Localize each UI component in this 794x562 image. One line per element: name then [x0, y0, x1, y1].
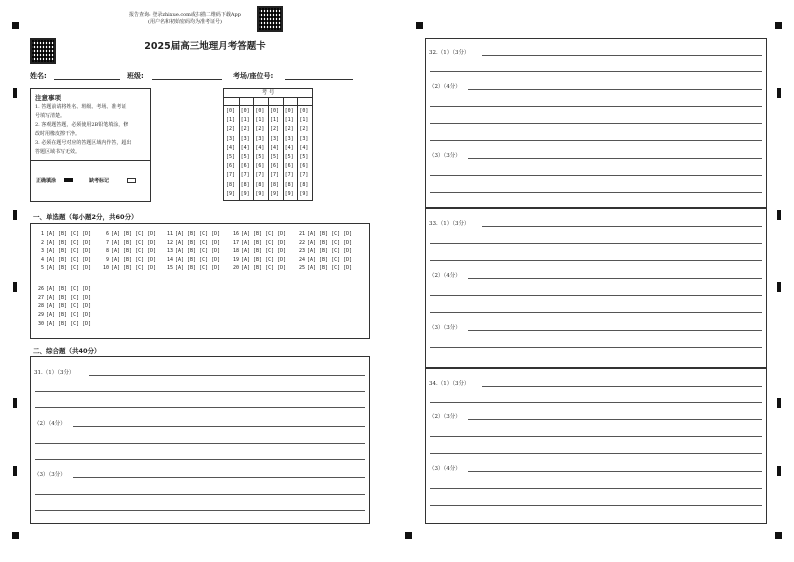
- question-number: 12: [166, 239, 173, 246]
- question-number: 15: [166, 265, 173, 271]
- exam-number-bubble[interactable]: [8]: [226, 181, 236, 188]
- choice-bubbles[interactable]: [A] [B] [C] [D]: [46, 248, 92, 254]
- timing-mark: [777, 466, 781, 476]
- exam-number-bubble[interactable]: [2]: [299, 126, 309, 133]
- class-field[interactable]: [152, 79, 222, 80]
- choice-bubbles[interactable]: [A] [B] [C] [D]: [307, 248, 353, 254]
- corner-mark: [775, 22, 782, 29]
- answer-line[interactable]: [482, 386, 762, 387]
- question-number: 4: [40, 256, 44, 263]
- timing-mark: [777, 210, 781, 220]
- exam-number-label: 考 号: [224, 89, 312, 98]
- choice-question-row[interactable]: [165, 257, 220, 263]
- choice-question-row[interactable]: [165, 231, 220, 237]
- question-number: 2: [40, 239, 44, 246]
- question-number: 20: [232, 265, 239, 271]
- question-number: 10: [102, 265, 109, 271]
- timing-mark: [13, 210, 17, 220]
- choice-question-row[interactable]: [36, 240, 91, 246]
- answer-line[interactable]: [430, 312, 762, 313]
- exam-number-bubble[interactable]: [0]: [270, 108, 280, 114]
- exam-number-bubble[interactable]: [1]: [240, 117, 250, 124]
- choice-bubbles[interactable]: [A] [B] [C] [D]: [241, 239, 287, 246]
- choice-question-row[interactable]: [101, 240, 156, 246]
- q34-part2-label: （2）（3分）: [429, 414, 461, 420]
- choice-question-row[interactable]: [231, 257, 286, 263]
- q33-part2-label: （2）（4分）: [429, 273, 461, 279]
- name-field[interactable]: [54, 79, 120, 80]
- exam-number-bubble[interactable]: [0]: [240, 108, 250, 114]
- class-label: 班级:: [127, 72, 144, 80]
- answer-line[interactable]: [430, 453, 762, 454]
- answer-line[interactable]: [430, 260, 762, 261]
- answer-line[interactable]: [430, 488, 762, 489]
- exam-number-bubble[interactable]: [3]: [299, 135, 309, 142]
- exam-number-bubble[interactable]: [6]: [226, 163, 236, 170]
- exam-number-bubble[interactable]: [9]: [299, 190, 309, 197]
- question-number: 14: [166, 256, 173, 263]
- answer-line[interactable]: [430, 295, 762, 296]
- section1-title: 一、单选题（每小题2分，共60分）: [33, 213, 138, 221]
- name-label: 姓名:: [30, 72, 47, 80]
- answer-line[interactable]: [430, 243, 762, 244]
- question-number: 19: [232, 256, 239, 263]
- seat-field[interactable]: [285, 79, 353, 80]
- exam-number-bubble[interactable]: [9]: [270, 190, 280, 197]
- answer-line[interactable]: [35, 494, 365, 495]
- choice-bubbles[interactable]: [A] [B] [C] [D]: [111, 239, 157, 246]
- choice-bubbles[interactable]: [A] [B] [C] [D]: [46, 294, 92, 301]
- timing-mark: [13, 466, 17, 476]
- answer-line[interactable]: [430, 192, 762, 193]
- question-number: 21: [298, 231, 305, 237]
- corner-mark: [775, 532, 782, 539]
- choice-bubbles[interactable]: [A] [B] [C] [D]: [175, 231, 221, 237]
- answer-line[interactable]: [430, 505, 762, 506]
- exam-number-bubble[interactable]: [6]: [240, 163, 250, 170]
- exam-number-bubble[interactable]: [0]: [255, 108, 265, 114]
- notice-box: [30, 88, 151, 202]
- choice-bubbles[interactable]: [A] [B] [C] [D]: [46, 265, 92, 271]
- answer-line[interactable]: [430, 175, 762, 176]
- choice-question-row[interactable]: [36, 321, 91, 327]
- choice-bubbles[interactable]: [A] [B] [C] [D]: [241, 256, 287, 263]
- exam-number-bubble[interactable]: [0]: [284, 108, 294, 114]
- exam-number-bubble[interactable]: [3]: [255, 135, 265, 142]
- answer-line[interactable]: [468, 471, 762, 472]
- answer-line[interactable]: [35, 443, 365, 444]
- answer-line[interactable]: [468, 330, 762, 331]
- notice-text: 1. 答题前请将姓名、班级、考场、准考证 号填写清楚。 2. 客观题答题，必须使用2B铅笔填涂，修 改时用橡皮擦干净。 3. 必须在题号对应的答题区域内作答，超出 答题区域书写无效。: [35, 104, 132, 155]
- choice-question-row[interactable]: [101, 231, 156, 237]
- section2-title: 二、综合题（共40分）: [33, 347, 101, 355]
- q31-part1-label: 31.（1）（3分）: [34, 370, 75, 376]
- exam-number-bubble[interactable]: [4]: [240, 144, 250, 151]
- choice-question-row[interactable]: [36, 248, 91, 254]
- timing-mark: [777, 282, 781, 292]
- choice-bubbles[interactable]: [A] [B] [C] [D]: [111, 231, 157, 237]
- sheet-qr-code-icon: [30, 38, 56, 64]
- exam-number-bubble[interactable]: [7]: [255, 172, 265, 179]
- exam-number-bubble[interactable]: [0]: [226, 108, 236, 114]
- choice-question-row[interactable]: [165, 248, 220, 254]
- choice-bubbles[interactable]: [A] [B] [C] [D]: [46, 256, 92, 263]
- exam-number-bubble[interactable]: [9]: [255, 190, 265, 197]
- q32-answer-area: [425, 38, 767, 208]
- exam-number-bubble[interactable]: [7]: [284, 172, 294, 179]
- q31-answer-area: [30, 356, 370, 524]
- exam-number-bubble[interactable]: [6]: [255, 163, 265, 170]
- choice-question-row[interactable]: [101, 257, 156, 263]
- answer-line[interactable]: [430, 140, 762, 141]
- question-number: 13: [166, 248, 173, 254]
- choice-question-row[interactable]: [36, 312, 91, 318]
- question-number: 11: [166, 231, 173, 237]
- missing-mark-label: 缺考标记: [89, 178, 110, 184]
- answer-line[interactable]: [430, 123, 762, 124]
- question-number: 24: [298, 256, 305, 263]
- question-number: 22: [298, 239, 305, 246]
- exam-number-bubble[interactable]: [4]: [299, 144, 309, 151]
- notice-divider: [31, 160, 150, 161]
- exam-number-bubble[interactable]: [3]: [270, 135, 280, 142]
- question-number: 16: [232, 231, 239, 237]
- exam-number-bubble[interactable]: [1]: [226, 117, 236, 124]
- exam-number-column-divider: [297, 98, 298, 201]
- choice-bubbles[interactable]: [A] [B] [C] [D]: [307, 256, 353, 263]
- question-number: 25: [298, 265, 305, 271]
- exam-number-column-divider: [283, 98, 284, 201]
- exam-number-bubble[interactable]: [5]: [226, 154, 236, 160]
- q32-part3-label: （3）（3分）: [429, 153, 461, 159]
- question-number: 18: [232, 248, 239, 254]
- choice-bubbles[interactable]: [A] [B] [C] [D]: [175, 248, 221, 254]
- exam-number-bubble[interactable]: [3]: [226, 135, 236, 142]
- choice-question-row[interactable]: [36, 231, 91, 237]
- app-qr-code-icon[interactable]: [257, 6, 283, 32]
- question-number: 23: [298, 248, 305, 254]
- exam-number-bubble[interactable]: [7]: [240, 172, 250, 179]
- answer-line[interactable]: [89, 375, 365, 376]
- q34-part3-label: （3）（4分）: [429, 466, 461, 472]
- answer-line[interactable]: [73, 477, 365, 478]
- question-number: 28: [37, 303, 44, 310]
- choice-question-row[interactable]: [297, 248, 352, 254]
- question-number: 26: [37, 286, 44, 292]
- exam-number-bubble[interactable]: [5]: [299, 154, 309, 160]
- choice-question-row[interactable]: [36, 295, 91, 301]
- choice-question-row[interactable]: [36, 303, 91, 309]
- answer-line[interactable]: [35, 510, 365, 511]
- choice-question-row[interactable]: [36, 265, 91, 271]
- question-number: 29: [37, 312, 44, 319]
- exam-number-bubble[interactable]: [5]: [284, 154, 294, 160]
- choice-bubbles[interactable]: [A] [B] [C] [D]: [175, 256, 221, 263]
- choice-question-row[interactable]: [231, 248, 286, 254]
- exam-number-bubble[interactable]: [2]: [270, 126, 280, 133]
- choice-bubbles[interactable]: [A] [B] [C] [D]: [111, 248, 157, 254]
- exam-number-bubble[interactable]: [7]: [299, 172, 309, 179]
- q33-answer-area: [425, 208, 767, 368]
- question-number: 8: [105, 248, 109, 254]
- exam-number-bubble[interactable]: [2]: [226, 126, 236, 133]
- notice-title: 注意事项: [35, 94, 61, 102]
- q34-answer-area: [425, 368, 767, 524]
- choice-bubbles[interactable]: [A] [B] [C] [D]: [46, 231, 92, 237]
- choice-bubbles[interactable]: [A] [B] [C] [D]: [111, 256, 157, 263]
- choice-answer-area: [30, 223, 370, 339]
- exam-number-bubble[interactable]: [8]: [240, 181, 250, 188]
- exam-number-bubble[interactable]: [1]: [270, 117, 280, 124]
- exam-number-bubble[interactable]: [8]: [270, 181, 280, 188]
- q33-part3-label: （3）（3分）: [429, 325, 461, 331]
- exam-number-bubble[interactable]: [6]: [299, 163, 309, 170]
- choice-bubbles[interactable]: [A] [B] [C] [D]: [46, 239, 92, 246]
- exam-number-bubble[interactable]: [5]: [270, 154, 280, 160]
- page-title: 2025届高三地理月考答题卡: [144, 41, 266, 52]
- exam-number-bubble[interactable]: [8]: [299, 181, 309, 188]
- choice-bubbles[interactable]: [A] [B] [C] [D]: [175, 265, 221, 271]
- report-query-line: 报告查询: 登录zhixue.com或扫描二维码下载App: [129, 12, 241, 18]
- choice-bubbles[interactable]: [A] [B] [C] [D]: [307, 239, 353, 246]
- exam-number-bubble[interactable]: [4]: [270, 144, 280, 151]
- timing-mark: [13, 398, 17, 408]
- question-number: 3: [40, 248, 44, 254]
- choice-bubbles[interactable]: [A] [B] [C] [D]: [241, 231, 287, 237]
- question-number: 7: [105, 239, 109, 246]
- choice-bubbles[interactable]: [A] [B] [C] [D]: [241, 265, 287, 271]
- answer-line[interactable]: [482, 226, 762, 227]
- corner-mark: [405, 532, 412, 539]
- exam-number-bubble[interactable]: [9]: [240, 190, 250, 197]
- answer-line[interactable]: [468, 419, 762, 420]
- answer-line[interactable]: [430, 71, 762, 72]
- report-credential-line: (用户名和初始密码均为准考证号): [148, 19, 222, 25]
- choice-bubbles[interactable]: [A] [B] [C] [D]: [46, 320, 92, 327]
- choice-question-row[interactable]: [101, 248, 156, 254]
- choice-bubbles[interactable]: [A] [B] [C] [D]: [46, 303, 92, 310]
- choice-question-row[interactable]: [165, 240, 220, 246]
- exam-number-bubble[interactable]: [2]: [284, 126, 294, 133]
- question-number: 17: [232, 239, 239, 246]
- filled-bubble-icon: [64, 178, 73, 182]
- choice-bubbles[interactable]: [A] [B] [C] [D]: [111, 265, 157, 271]
- exam-number-bubble[interactable]: [3]: [240, 135, 250, 142]
- exam-number-bubble[interactable]: [6]: [284, 163, 294, 170]
- exam-number-bubble[interactable]: [7]: [270, 172, 280, 179]
- choice-question-row[interactable]: [101, 265, 156, 271]
- question-number: 9: [105, 256, 109, 263]
- answer-line[interactable]: [35, 459, 365, 460]
- choice-bubbles[interactable]: [A] [B] [C] [D]: [241, 248, 287, 254]
- answer-line[interactable]: [73, 426, 365, 427]
- choice-bubbles[interactable]: [A] [B] [C] [D]: [46, 286, 92, 292]
- exam-number-bubble[interactable]: [4]: [255, 144, 265, 151]
- exam-number-column-divider: [253, 98, 254, 201]
- corner-mark: [12, 532, 19, 539]
- choice-question-row[interactable]: [297, 240, 352, 246]
- q32-part2-label: （2）（4分）: [429, 84, 461, 90]
- seat-label: 考场/座位号:: [233, 72, 274, 80]
- q32-part1-label: 32.（1）（3分）: [429, 50, 470, 56]
- choice-question-row[interactable]: [165, 265, 220, 271]
- exam-number-column-divider: [239, 98, 240, 201]
- exam-number-bubble[interactable]: [4]: [284, 144, 294, 151]
- answer-line[interactable]: [468, 158, 762, 159]
- exam-number-bubble[interactable]: [1]: [299, 117, 309, 124]
- answer-line[interactable]: [430, 347, 762, 348]
- answer-line[interactable]: [430, 106, 762, 107]
- answer-line[interactable]: [430, 402, 762, 403]
- correct-fill-label: 正确填涂: [36, 178, 57, 184]
- exam-number-grid: [223, 88, 313, 201]
- exam-number-bubble[interactable]: [1]: [255, 117, 265, 124]
- missing-mark-checkbox[interactable]: [127, 178, 136, 183]
- answer-line[interactable]: [482, 55, 762, 56]
- answer-line[interactable]: [35, 407, 365, 408]
- exam-number-bubble[interactable]: [8]: [255, 181, 265, 188]
- exam-number-bubble[interactable]: [8]: [284, 181, 294, 188]
- corner-mark: [416, 22, 423, 29]
- choice-question-row[interactable]: [297, 231, 352, 237]
- question-number: 27: [37, 294, 44, 301]
- choice-question-row[interactable]: [36, 257, 91, 263]
- exam-number-bubble[interactable]: [2]: [255, 126, 265, 133]
- q31-part2-label: （2）（4分）: [34, 421, 66, 427]
- exam-number-bubble[interactable]: [5]: [255, 154, 265, 160]
- exam-number-bubble[interactable]: [4]: [226, 144, 236, 151]
- choice-question-row[interactable]: [36, 286, 91, 292]
- question-number: 30: [37, 320, 44, 327]
- exam-number-bubble[interactable]: [3]: [284, 135, 294, 142]
- timing-mark: [13, 88, 17, 98]
- choice-question-row[interactable]: [231, 231, 286, 237]
- choice-question-row[interactable]: [297, 257, 352, 263]
- answer-line[interactable]: [468, 278, 762, 279]
- answer-line[interactable]: [35, 391, 365, 392]
- question-number: 1: [40, 231, 44, 237]
- exam-number-bubble[interactable]: [6]: [270, 163, 280, 170]
- choice-bubbles[interactable]: [A] [B] [C] [D]: [46, 312, 92, 319]
- answer-line[interactable]: [468, 89, 762, 90]
- choice-question-row[interactable]: [231, 265, 286, 271]
- exam-number-bubble[interactable]: [5]: [240, 154, 250, 160]
- timing-mark: [777, 88, 781, 98]
- q34-part1-label: 34.（1）（3分）: [429, 381, 470, 387]
- q31-part3-label: （3）（3分）: [34, 472, 66, 478]
- exam-number-bubble[interactable]: [2]: [240, 126, 250, 133]
- choice-bubbles[interactable]: [A] [B] [C] [D]: [307, 231, 353, 237]
- choice-question-row[interactable]: [297, 265, 352, 271]
- question-number: 6: [105, 231, 109, 237]
- answer-line[interactable]: [430, 436, 762, 437]
- timing-mark: [777, 398, 781, 408]
- question-number: 5: [40, 265, 44, 271]
- choice-bubbles[interactable]: [A] [B] [C] [D]: [307, 265, 353, 271]
- corner-mark: [12, 22, 19, 29]
- exam-number-bubble[interactable]: [1]: [284, 117, 294, 124]
- choice-bubbles[interactable]: [A] [B] [C] [D]: [175, 239, 221, 246]
- timing-mark: [13, 282, 17, 292]
- exam-number-bubble[interactable]: [9]: [284, 190, 294, 197]
- q33-part1-label: 33.（1）（3分）: [429, 221, 470, 227]
- exam-number-column-divider: [268, 98, 269, 201]
- exam-number-bubble[interactable]: [9]: [226, 190, 236, 197]
- choice-question-row[interactable]: [231, 240, 286, 246]
- exam-number-bubble[interactable]: [0]: [299, 108, 309, 114]
- exam-number-bubble[interactable]: [7]: [226, 172, 236, 179]
